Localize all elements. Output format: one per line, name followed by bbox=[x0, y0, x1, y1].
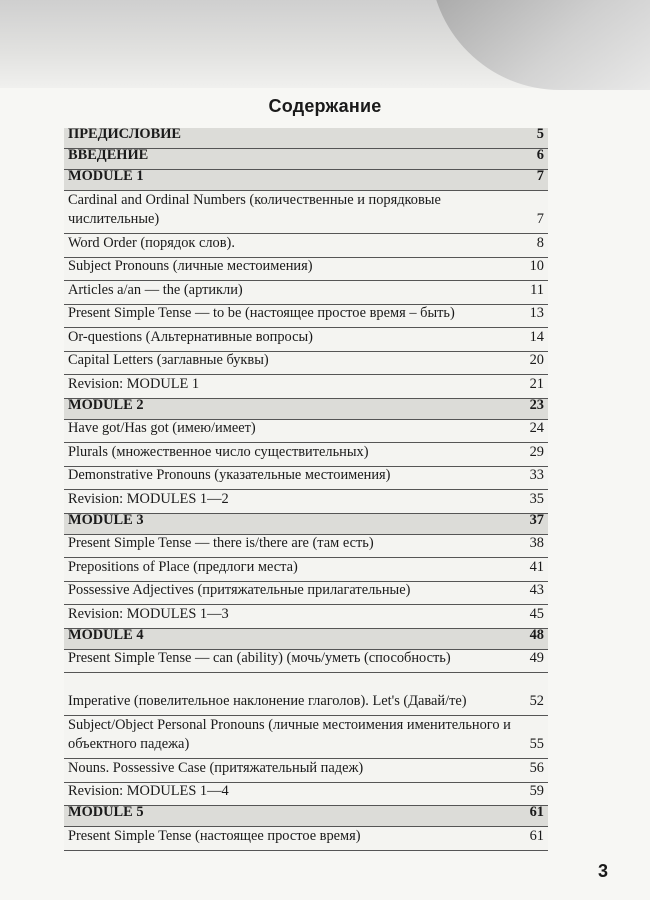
toc-entry bbox=[64, 443, 548, 467]
toc-entry-page: 5 bbox=[536, 126, 544, 142]
toc-entry-page: 38 bbox=[529, 535, 544, 551]
toc-entry-page: 6 bbox=[536, 147, 544, 163]
toc-entry-title: Word Order (порядок слов). bbox=[68, 234, 235, 251]
toc-entry-title: Present Simple Tense — can (ability) (мочь/уметь (способность) bbox=[68, 650, 451, 666]
toc-entry bbox=[64, 420, 548, 444]
toc-entry bbox=[64, 827, 548, 851]
toc-entry-title: Revision: MODULE 1 bbox=[68, 375, 200, 392]
toc-entry-page: 56 bbox=[529, 759, 544, 776]
toc-entry-title: Subject/Object Personal Pronouns (личные местоимения именительного и объектного падежа) bbox=[68, 717, 511, 752]
toc-entry-page: 59 bbox=[529, 783, 544, 799]
toc-entry-title: Cardinal and Ordinal Numbers (количественные и порядковые числительные) bbox=[68, 192, 441, 227]
toc-entry bbox=[64, 258, 548, 282]
toc-entry-title: MODULE 3 bbox=[68, 511, 144, 528]
toc-entry-title: Or-questions (Альтернативные вопросы) bbox=[68, 328, 313, 345]
toc-entry-page: 8 bbox=[536, 234, 544, 251]
toc-entry bbox=[64, 305, 548, 329]
toc-entry bbox=[64, 759, 548, 783]
toc-entry-page: 14 bbox=[529, 328, 544, 345]
toc-entry-title: Have got/Has got (имею/имеет) bbox=[68, 420, 256, 436]
toc-entry-title: Nouns. Possessive Case (притяжательный падеж) bbox=[68, 759, 364, 776]
toc-entry-page: 10 bbox=[529, 258, 544, 274]
toc-section-header bbox=[64, 511, 548, 535]
toc-entry bbox=[64, 582, 548, 606]
toc-entry bbox=[64, 467, 548, 491]
toc-entry-page: 35 bbox=[529, 490, 544, 507]
toc-entry-title: Capital Letters (заглавные буквы) bbox=[68, 352, 269, 368]
toc-entry-page: 20 bbox=[529, 352, 544, 368]
toc-entry bbox=[64, 281, 548, 305]
toc-entry-page: 11 bbox=[530, 281, 544, 298]
toc-entry bbox=[64, 535, 548, 559]
toc-entry-title: Revision: MODULES 1—4 bbox=[68, 783, 229, 799]
toc-entry-page: 7 bbox=[536, 211, 544, 227]
toc-entry-page: 55 bbox=[529, 736, 544, 752]
toc-entry-title: Imperative (повелительное наклонение глаголов). Let's (Давай/те) bbox=[68, 693, 467, 709]
toc-entry-title: MODULE 5 bbox=[68, 804, 144, 820]
toc-entry bbox=[64, 234, 548, 258]
toc-entry-title: ВВЕДЕНИЕ bbox=[68, 147, 149, 163]
toc-entry-title: Prepositions of Place (предлоги места) bbox=[68, 558, 298, 575]
toc-section-header bbox=[64, 626, 548, 650]
toc-entry bbox=[64, 352, 548, 376]
toc-section-header bbox=[64, 396, 548, 420]
toc-entry-page: 52 bbox=[529, 693, 544, 709]
page-number: 3 bbox=[597, 861, 608, 881]
toc-entry bbox=[64, 328, 548, 352]
toc-entry-page: 21 bbox=[529, 375, 544, 392]
toc-entry-page: 48 bbox=[529, 626, 544, 643]
toc-entry-title: MODULE 4 bbox=[68, 626, 144, 643]
toc-entry-title: Revision: MODULES 1—2 bbox=[68, 490, 229, 507]
toc-entry-page: 7 bbox=[536, 168, 544, 184]
toc-entry-title: Articles a/an — the (артикли) bbox=[68, 281, 243, 298]
toc-entry-title: Plurals (множественное число существительных) bbox=[68, 443, 369, 460]
toc-entry-page: 29 bbox=[529, 443, 544, 460]
toc-entry bbox=[64, 716, 548, 759]
page-title: Содержание bbox=[268, 96, 382, 116]
toc-entry-title: Demonstrative Pronouns (указательные местоимения) bbox=[68, 467, 391, 483]
toc-entry-title: MODULE 2 bbox=[68, 396, 144, 413]
toc-entry-title: MODULE 1 bbox=[68, 168, 144, 184]
toc-entry-page: 24 bbox=[529, 420, 544, 436]
toc-entry-page: 45 bbox=[529, 605, 544, 622]
toc-entry-page: 49 bbox=[529, 650, 544, 666]
toc-section-header bbox=[64, 806, 548, 827]
toc-entry-page: 37 bbox=[529, 511, 544, 528]
toc-entry-page: 23 bbox=[529, 396, 544, 413]
toc-entry-page: 61 bbox=[529, 804, 544, 820]
toc-entry-title: Present Simple Tense — there is/there are (там есть) bbox=[68, 535, 374, 551]
toc-entry-title: Present Simple Tense — to be (настоящее простое время – быть) bbox=[68, 305, 455, 321]
toc-entry bbox=[64, 191, 548, 234]
table-of-contents bbox=[64, 128, 548, 851]
toc-entry-page: 33 bbox=[529, 467, 544, 483]
toc-entry-title: Possessive Adjectives (притяжательные прилагательные) bbox=[68, 582, 411, 598]
toc-entry-page: 41 bbox=[529, 558, 544, 575]
toc-entry-title: ПРЕДИСЛОВИЕ bbox=[68, 126, 182, 142]
toc-entry-title: Subject Pronouns (личные местоимения) bbox=[68, 258, 313, 274]
toc-entry bbox=[64, 558, 548, 582]
toc-entry-title: Revision: MODULES 1—3 bbox=[68, 605, 229, 622]
toc-entry-title: Present Simple Tense (настоящее простое время) bbox=[68, 827, 361, 844]
toc-entry-page: 43 bbox=[529, 582, 544, 598]
toc-section-header bbox=[64, 170, 548, 191]
toc-entry bbox=[64, 673, 548, 716]
toc-entry-page: 13 bbox=[529, 305, 544, 321]
toc-entry bbox=[64, 650, 548, 674]
toc-entry-page: 61 bbox=[529, 827, 544, 844]
